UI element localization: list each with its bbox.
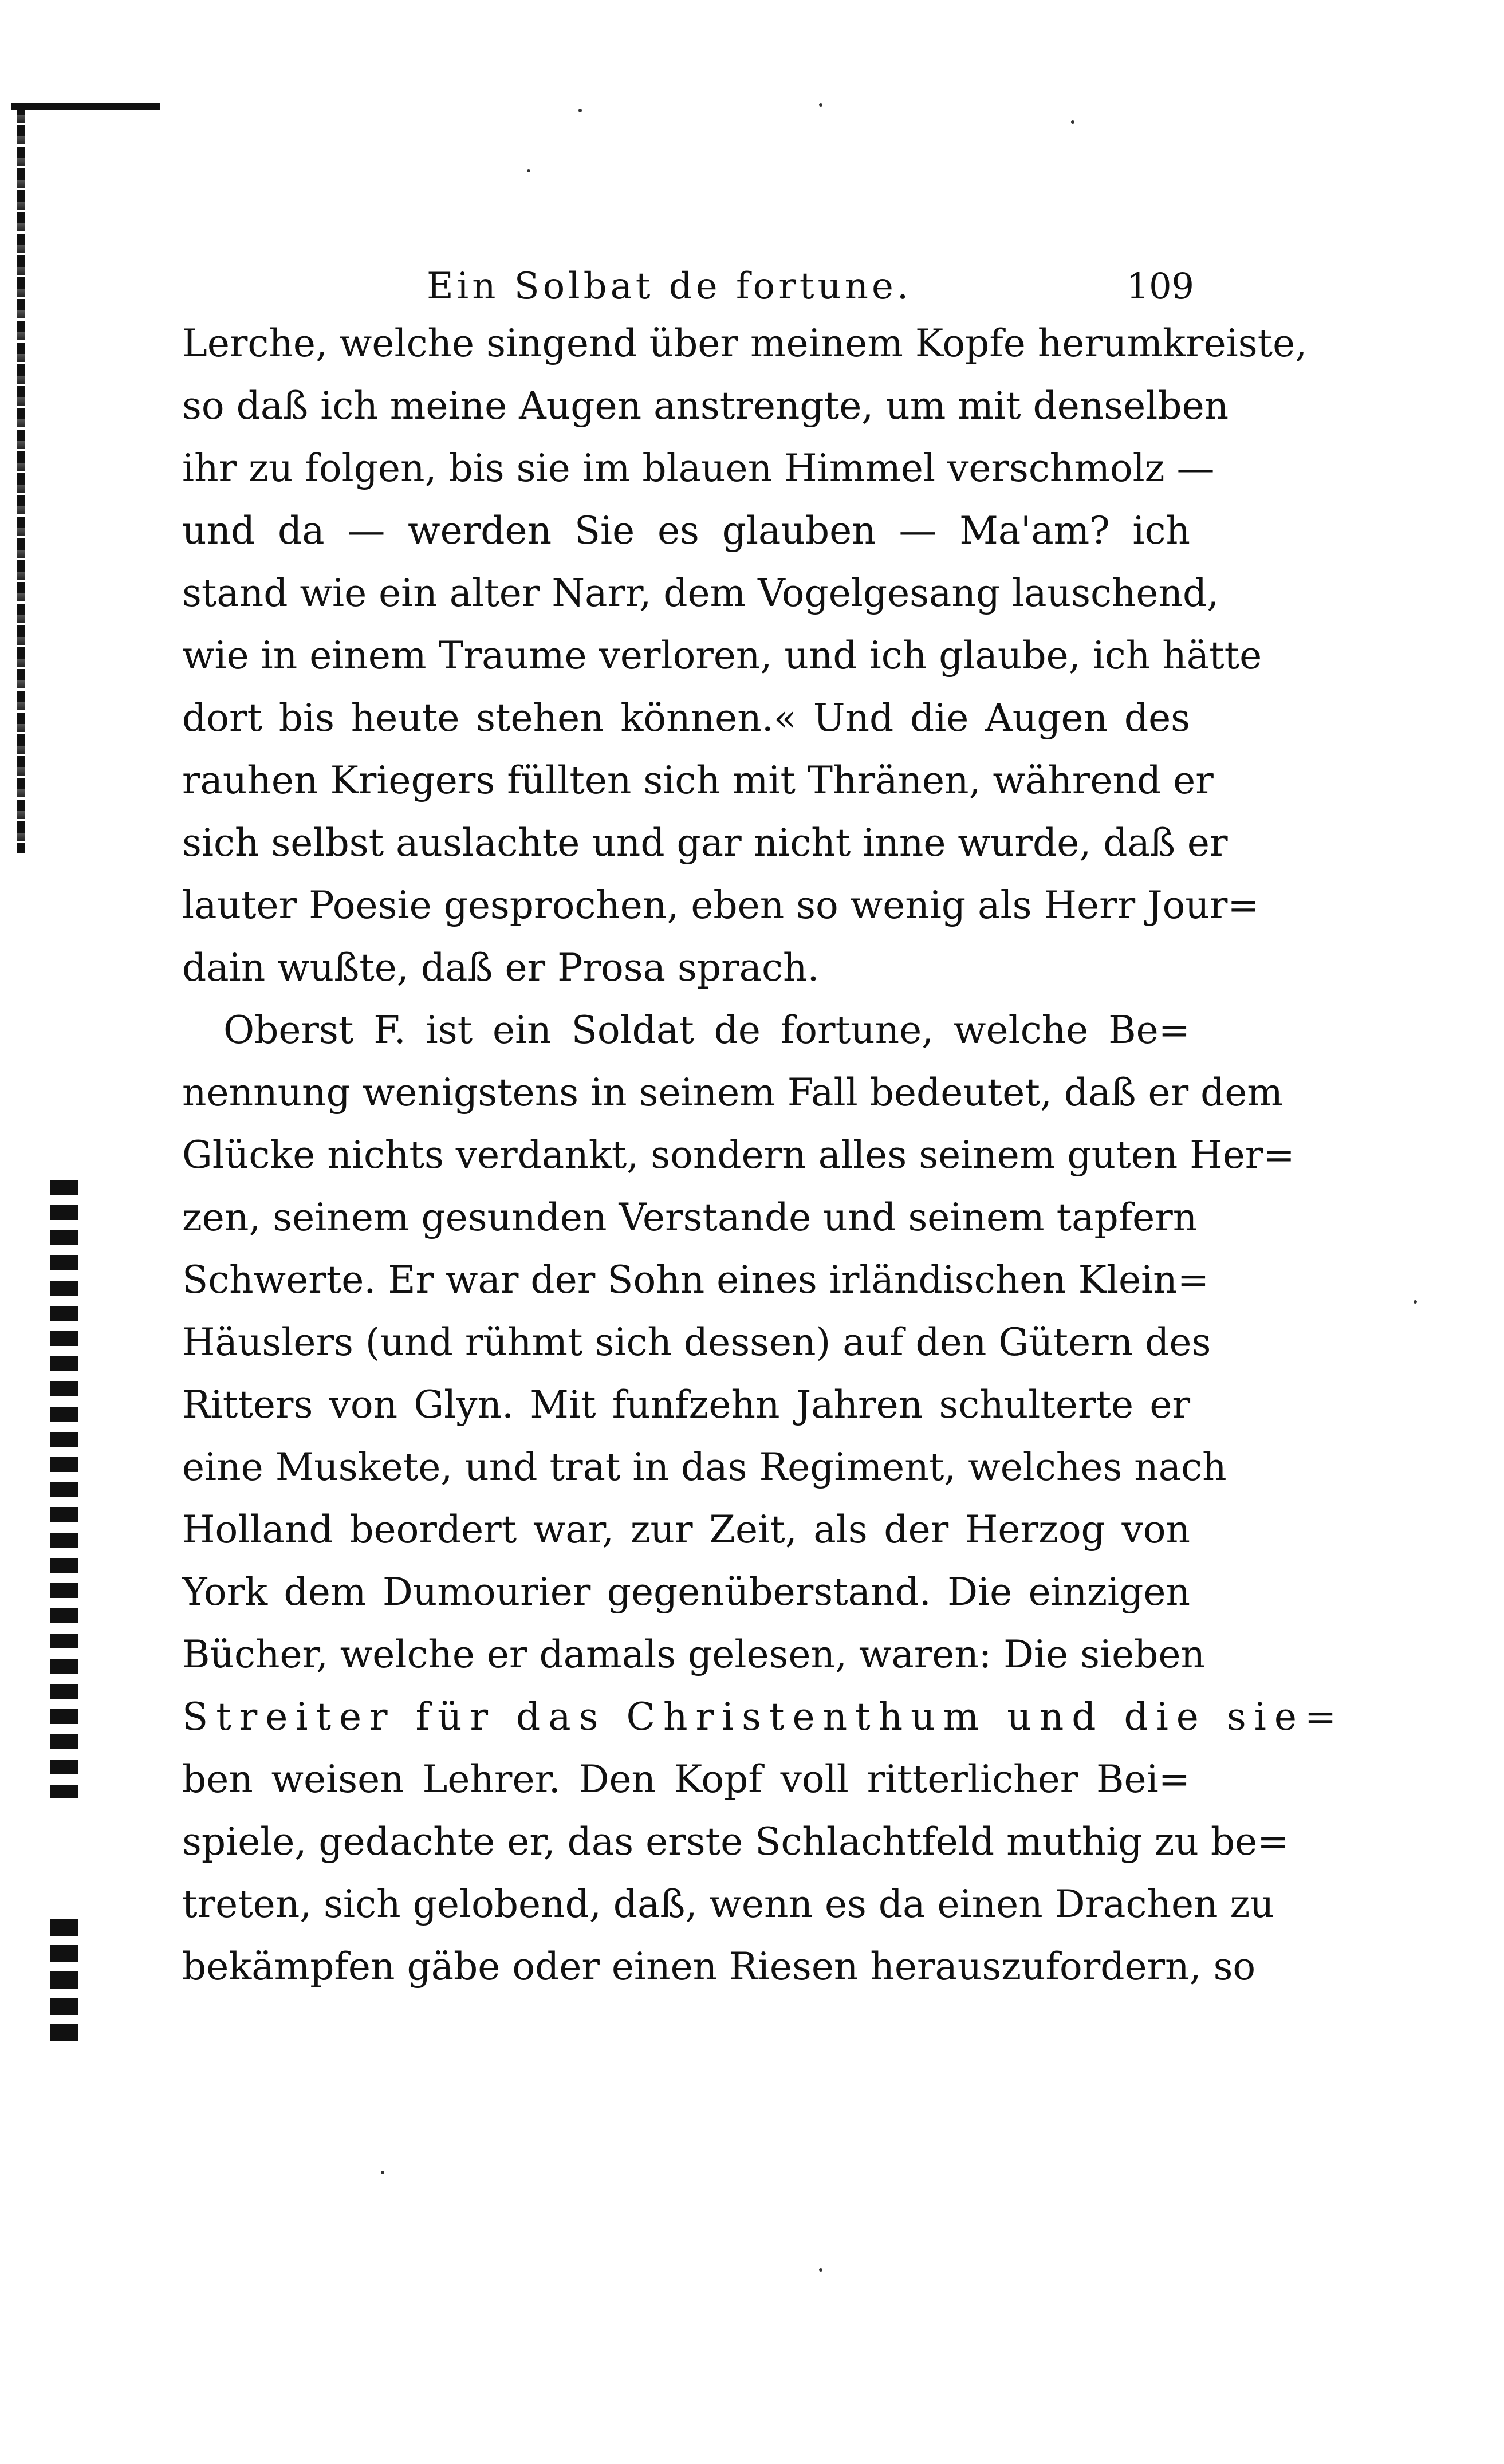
text-line: Oberst F. ist ein Soldat de fortune, welche Be= (223, 1008, 1190, 1052)
speck (527, 169, 530, 172)
text-line: Holland beordert war, zur Zeit, als der Herzog von (182, 1507, 1190, 1552)
text-line: Streiter für das Christenthum und die sie= (182, 1695, 1345, 1739)
text-line: York dem Dumourier gegenüberstand. Die einzigen (182, 1570, 1190, 1614)
text-line: eine Muskete, und trat in das Regiment, welches nach (182, 1445, 1227, 1489)
text-line: und da — werden Sie es glauben — Ma'am? ich (182, 509, 1190, 553)
text-line: dort bis heute stehen können.« Und die Augen des (182, 696, 1190, 740)
text-line: rauhen Kriegers füllten sich mit Thränen, während er (182, 758, 1214, 802)
text-line: so daß ich meine Augen anstrengte, um mit denselben (182, 384, 1229, 428)
text-line: spiele, gedachte er, das erste Schlachtfeld muthig zu be= (182, 1820, 1289, 1864)
speck (819, 103, 822, 107)
body-text (182, 312, 1345, 1998)
scan-margin-artifact (50, 1919, 78, 2050)
text-line: wie in einem Traume verloren, und ich glaube, ich hätte (182, 633, 1262, 678)
scan-margin-artifact (11, 103, 160, 110)
speck (1071, 120, 1074, 124)
running-header (427, 261, 1194, 312)
speck (381, 2171, 384, 2174)
text-line: nennung wenigstens in seinem Fall bedeutet, daß er dem (182, 1070, 1283, 1115)
scan-margin-artifact (50, 1180, 78, 1798)
scan-margin-artifact (17, 103, 25, 853)
text-line: ihr zu folgen, bis sie im blauen Himmel verschmolz — (182, 446, 1215, 490)
text-line: Lerche, welche singend über meinem Kopfe herumkreiste, (182, 321, 1308, 365)
text-line: bekämpfen gäbe oder einen Riesen herauszufordern, so (182, 1945, 1256, 1989)
text-line: treten, sich gelobend, daß, wenn es da einen Drachen zu (182, 1882, 1274, 1926)
text-line: Ritters von Glyn. Mit funfzehn Jahren schulterte er (182, 1383, 1190, 1427)
text-line: lauter Poesie gesprochen, eben so wenig als Herr Jour= (182, 883, 1259, 927)
speck (819, 2268, 822, 2272)
speck (1414, 1300, 1417, 1304)
text-line: Häuslers (und rühmt sich dessen) auf den Gütern des (182, 1320, 1211, 1364)
text-line: Glücke nichts verdankt, sondern alles seinem guten Her= (182, 1133, 1295, 1177)
speck (578, 109, 582, 112)
text-line: zen, seinem gesunden Verstande und seinem tapfern (182, 1195, 1198, 1239)
running-title: Ein Solbat de fortune. (427, 265, 912, 308)
text-line: Schwerte. Er war der Sohn eines irländischen Klein= (182, 1258, 1210, 1302)
page-number: 109 (1126, 265, 1194, 307)
text-line: sich selbst auslachte und gar nicht inne wurde, daß er (182, 821, 1228, 865)
text-line: ben weisen Lehrer. Den Kopf voll ritterlicher Bei= (182, 1757, 1190, 1801)
text-line: stand wie ein alter Narr, dem Vogelgesang lauschend, (182, 571, 1219, 615)
text-line: dain wußte, daß er Prosa sprach. (182, 946, 820, 990)
text-line: Bücher, welche er damals gelesen, waren: Die sieben (182, 1632, 1205, 1676)
